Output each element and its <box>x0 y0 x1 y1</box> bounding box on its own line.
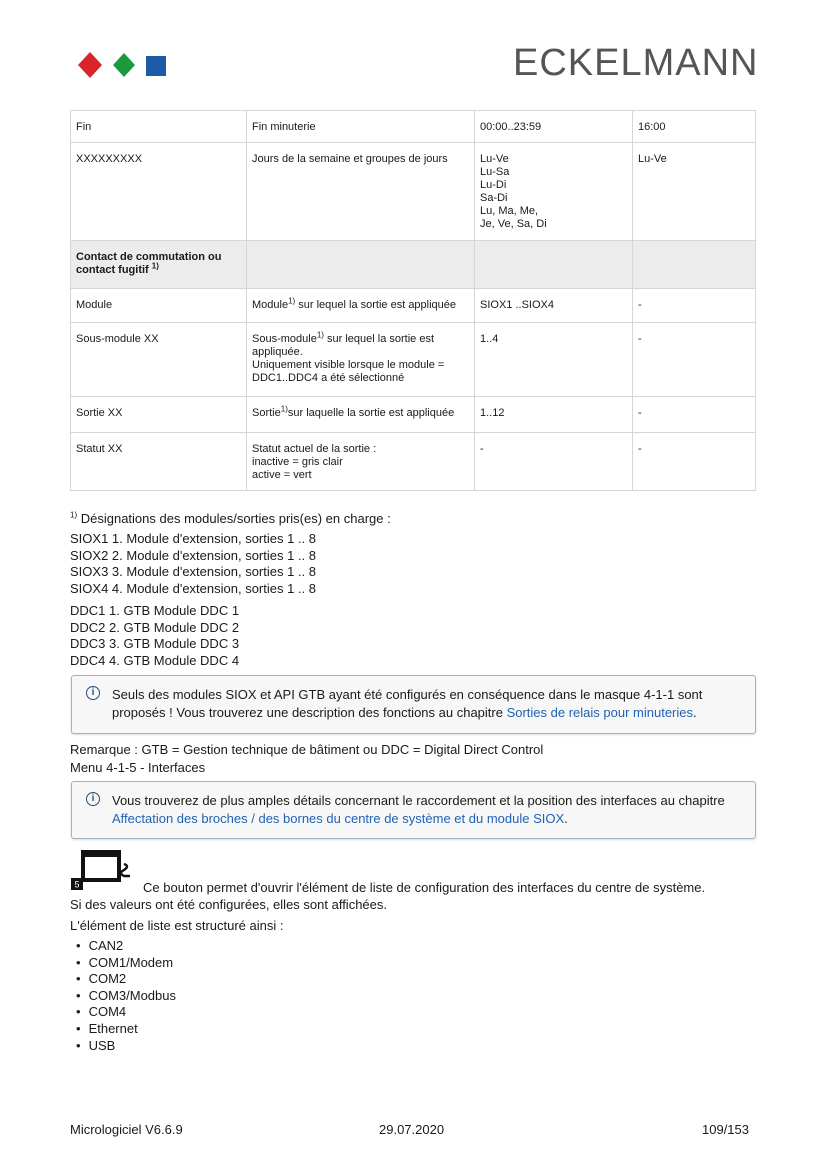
param-range: 1..4 <box>475 323 633 397</box>
menu-heading: Menu 4-1-5 - Interfaces <box>70 760 206 775</box>
param-default: - <box>633 323 756 397</box>
info-note <box>71 781 756 839</box>
param-name: Statut XX <box>71 433 247 491</box>
param-desc: Sortie$^{1)}$sur laquelle la sortie est appliquée <box>247 397 475 433</box>
param-name: Module <box>71 289 247 323</box>
footer-page: 109/153 <box>702 1122 749 1137</box>
param-default: Lu-Ve <box>633 143 756 241</box>
list-item: DDC1 1. GTB Module DDC 1 <box>70 603 240 618</box>
list-item: • COM1/Modem <box>70 955 176 972</box>
table-section-row <box>71 241 756 289</box>
info-icon: i <box>86 792 100 806</box>
param-name: Sortie XX <box>71 397 247 433</box>
list-item: DDC3 3. GTB Module DDC 3 <box>70 636 240 651</box>
list-item: SIOX4 4. Module d'extension, sorties 1 .. 8 <box>70 580 317 596</box>
list-item: SIOX3 3. Module d'extension, sorties 1 .. 8 <box>70 564 317 579</box>
param-range: SIOX1 ..SIOX4 <box>475 289 633 323</box>
siox-list <box>70 531 316 597</box>
remark: Remarque : GTB = Gestion technique de bâtiment ou DDC = Digital Direct Control <box>70 742 544 757</box>
param-default: 16:00 <box>633 111 756 143</box>
button-description-2: Si des valeurs ont été configurées, elles sont affichées. <box>70 897 388 912</box>
blue-square <box>146 56 166 76</box>
table-row <box>71 143 756 241</box>
parameter-table <box>70 110 756 491</box>
list-item: DDC4 4. GTB Module DDC 4 <box>70 652 240 668</box>
param-name: XXXXXXXXX <box>71 143 247 241</box>
green-diamond <box>113 53 135 77</box>
info-note-text: Vous trouverez de plus amples détails concernant le raccordement et la position des interfaces au chapitre Affectation des broches / des bornes du centre de système et du module SIOX. <box>112 793 725 826</box>
param-name: Sous-module XX <box>71 323 247 397</box>
param-desc: Fin minuterie <box>247 111 475 143</box>
param-range: Lu-Ve Lu-Sa Lu-Di Sa-Di Lu, Ma, Me, Je, Ve, Sa, Di <box>475 143 633 241</box>
list-item: • COM3/Modbus <box>70 988 176 1005</box>
table-row <box>71 397 756 433</box>
list-intro: L'élément de liste est structuré ainsi : <box>70 918 284 933</box>
list-item: DDC2 2. GTB Module DDC 2 <box>70 619 240 635</box>
param-default: - <box>633 289 756 323</box>
list-item: • Ethernet <box>70 1021 176 1038</box>
param-default: - <box>633 397 756 433</box>
info-note-text: Seuls des modules SIOX et API GTB ayant été configurés en conséquence dans le masque 4-1-1 sont proposés ! Vous trouverez une description des fonctions au chapitre Sorties de relais pour minuteries. <box>112 687 703 720</box>
param-desc: Module$^{1)}$ sur lequel la sortie est appliquée <box>247 289 475 323</box>
footer-version: Micrologiciel V6.6.9 <box>70 1122 183 1137</box>
info-note <box>71 675 756 734</box>
param-desc: Jours de la semaine et groupes de jours <box>247 143 475 241</box>
param-range: 00:00..23:59 <box>475 111 633 143</box>
chapter-link[interactable]: Affectation des broches / des bornes du centre de système et du module SIOX <box>112 811 565 826</box>
table-row <box>71 289 756 323</box>
list-item: • USB <box>70 1038 176 1055</box>
table-row <box>71 433 756 491</box>
param-desc: Sous-module$^{1)}$ sur lequel la sortie est appliquée. Uniquement visible lorsque le module = DDC1..DDC4 a été sélectionné <box>247 323 475 397</box>
param-name: Fin <box>71 111 247 143</box>
list-item: • COM4 <box>70 1004 176 1021</box>
param-desc: Statut actuel de la sortie : inactive = gris clair active = vert <box>247 433 475 491</box>
section-title: Contact de commutation ou contact fugitif $^{1)}$ <box>71 241 247 289</box>
button-description: Ce bouton permet d'ouvrir l'élément de liste de configuration des interfaces du centre de système. <box>143 880 706 895</box>
interface-list <box>70 938 176 1054</box>
param-default: - <box>633 433 756 491</box>
brand-name: ECKELMANN <box>513 42 759 84</box>
interfaces-button-icon[interactable] <box>70 850 134 890</box>
list-item: SIOX2 2. Module d'extension, sorties 1 .. 8 <box>70 547 317 563</box>
list-item: SIOX1 1. Module d'extension, sorties 1 .. 8 <box>70 531 317 546</box>
param-range: - <box>475 433 633 491</box>
list-item: • CAN2 <box>70 938 176 955</box>
footer-date: 29.07.2020 <box>379 1122 445 1137</box>
company-logo <box>76 50 168 80</box>
footnote: $^{1)}$ Désignations des modules/sorties pris(es) en charge : <box>70 510 391 526</box>
chapter-link[interactable]: Sorties de relais pour minuteries <box>506 705 693 720</box>
table-row <box>71 111 756 143</box>
red-diamond <box>78 52 102 78</box>
icon-badge: 5 <box>74 879 80 890</box>
param-range: 1..12 <box>475 397 633 433</box>
list-item: • COM2 <box>70 971 176 988</box>
ddc-list <box>70 603 239 669</box>
table-row <box>71 323 756 397</box>
info-icon: i <box>86 686 100 700</box>
